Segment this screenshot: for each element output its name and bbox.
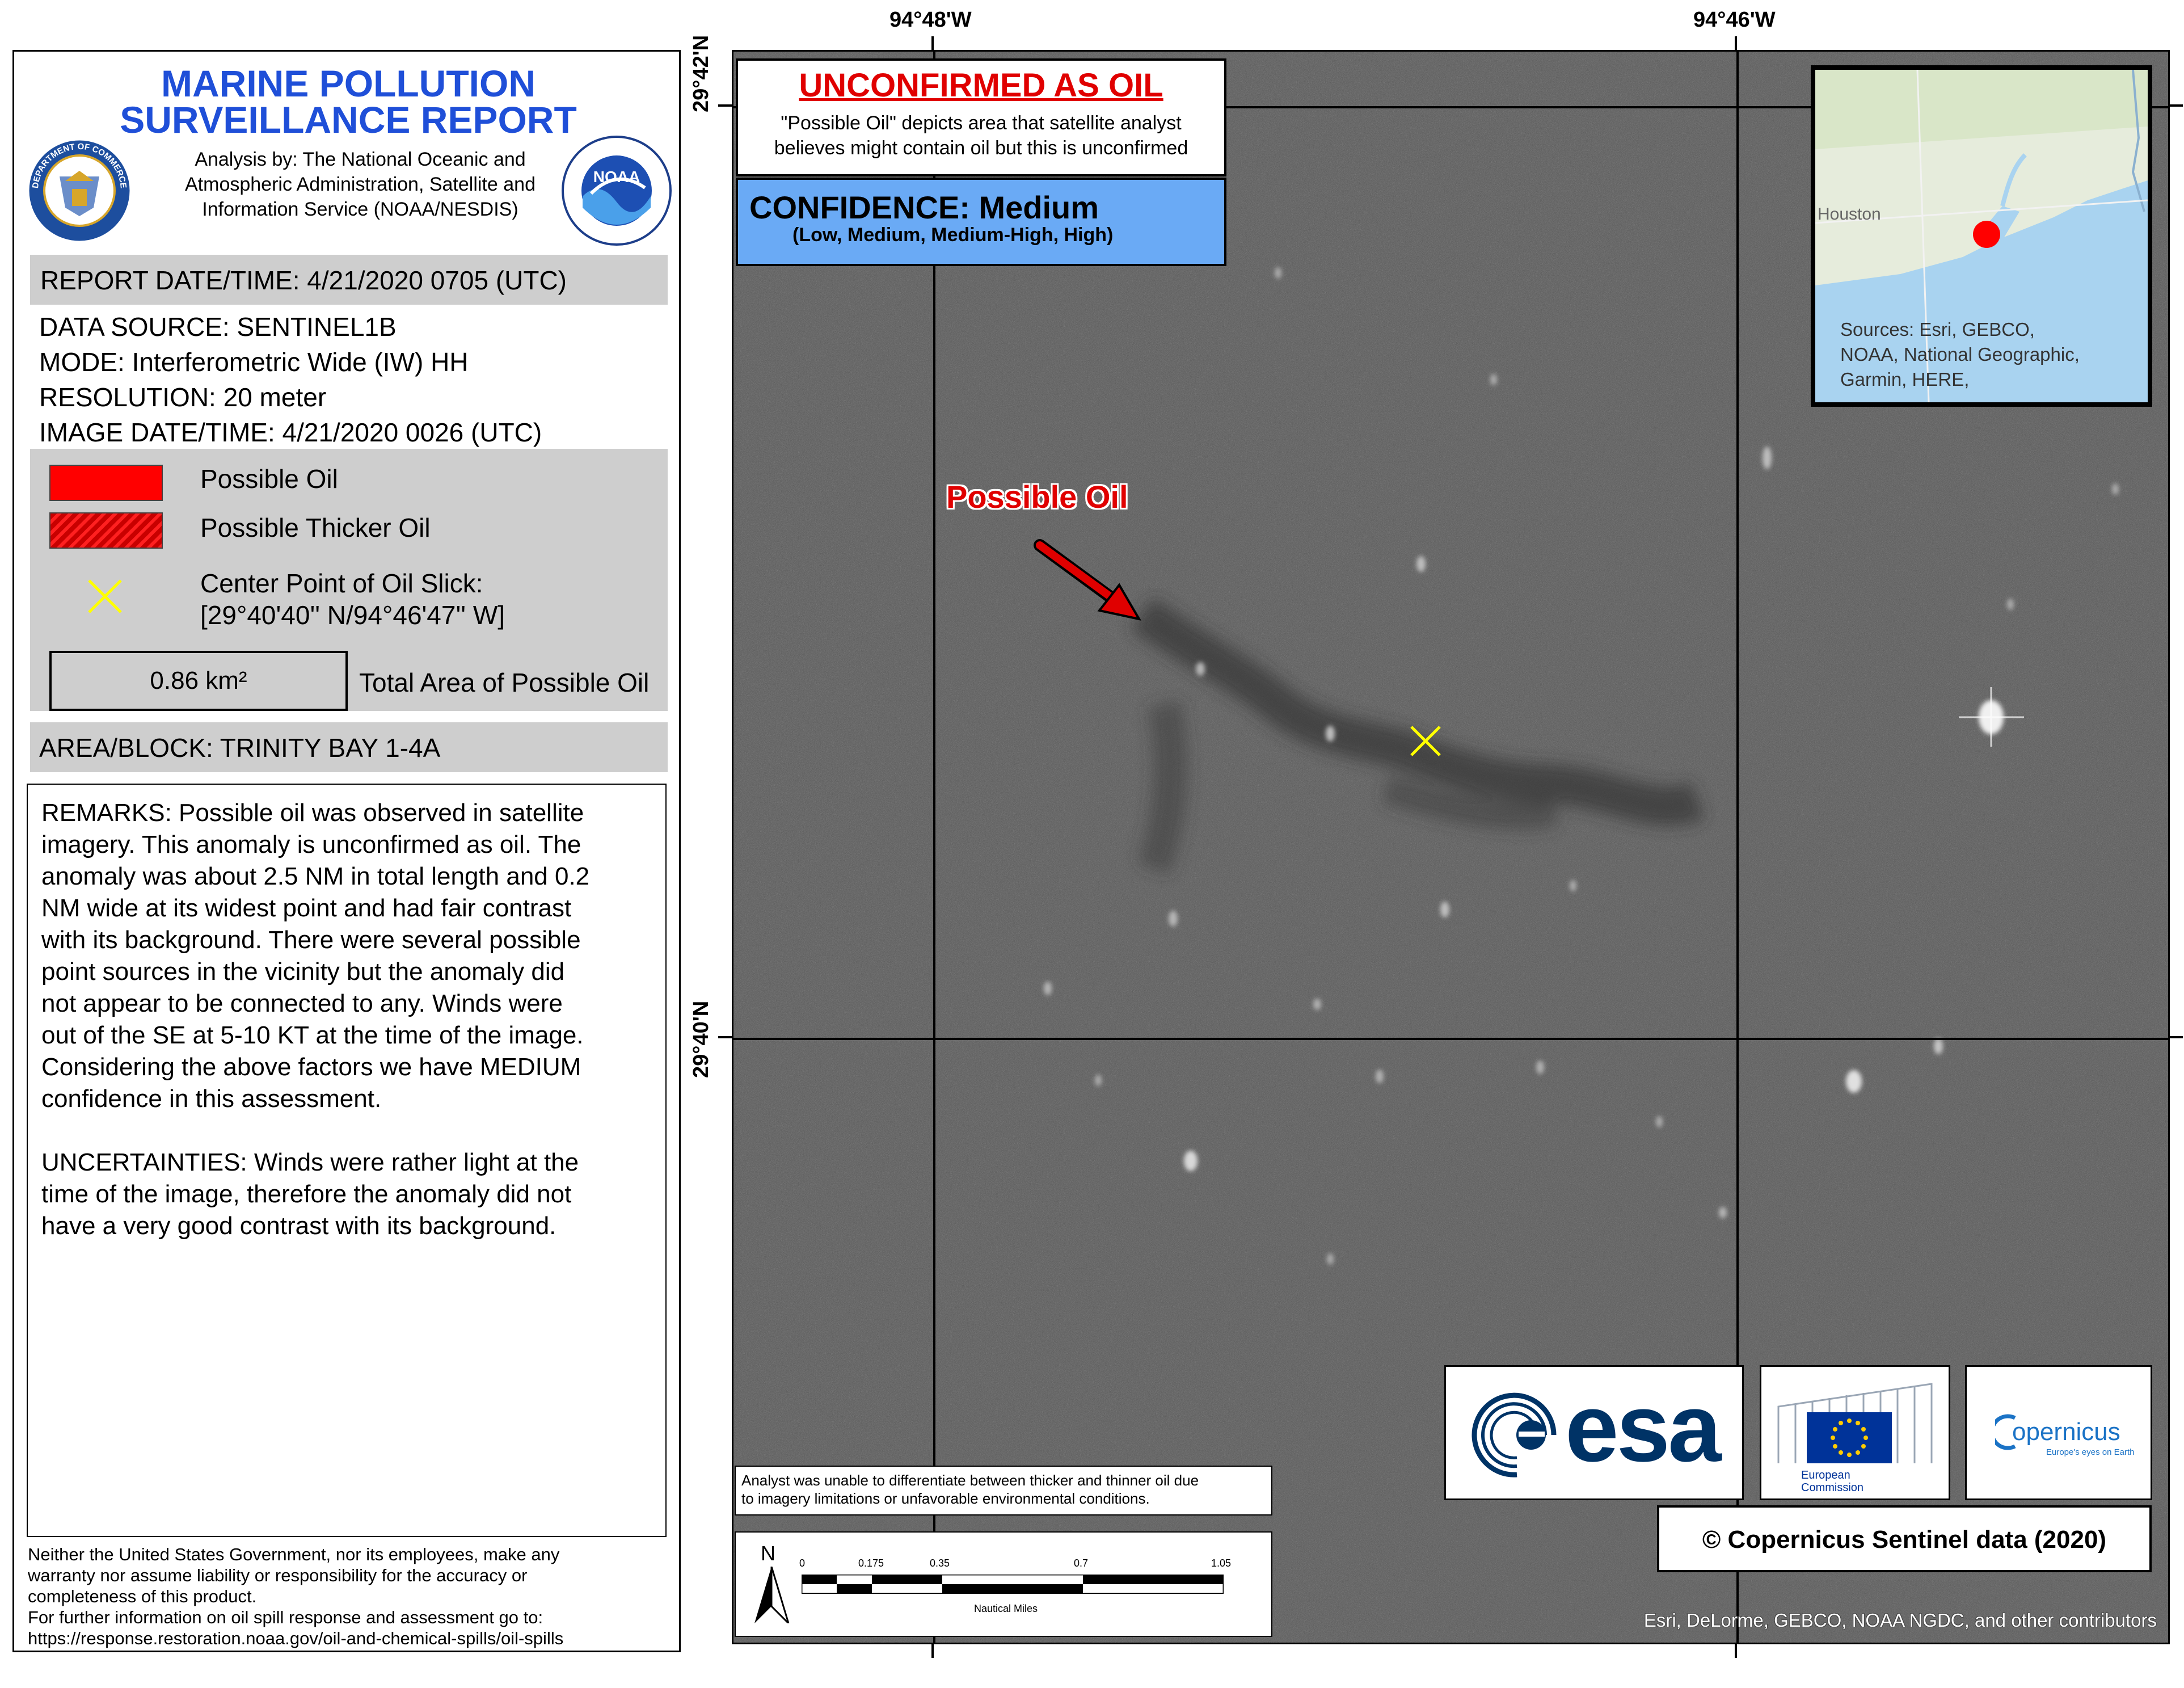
grid-tick [718,104,733,107]
possible-oil-callout: Possible Oil [946,479,1128,515]
grid-tick [2168,104,2183,107]
unconfirmed-title: UNCONFIRMED AS OIL [799,67,1163,104]
ec-wordmark-line: European [1801,1469,1850,1481]
inset-city-label: Houston [1818,205,1881,224]
copernicus-logo [1965,1365,2152,1500]
copernicus-tagline: Europe's eyes on Earth [2046,1447,2135,1457]
scale-unit: Nautical Miles [974,1603,1038,1614]
remarks-line: NM wide at its widest point and had fair contrast [41,894,572,922]
report-datetime: REPORT DATE/TIME: 4/21/2020 0705 (UTC) [40,266,567,295]
longitude-label-1: 94°48'W [889,8,972,32]
basemap-credits: Esri, DeLorme, GEBCO, NOAA NGDC, and other contributors [1643,1610,2157,1631]
department-of-commerce-logo-text [26,137,133,245]
remarks-line: point sources in the vicinity but the anomaly did [41,958,565,986]
ec-wordmark [1801,1469,1863,1494]
analysis-line1: Analysis by: The National Oceanic and [195,149,526,170]
analysis-line2: Atmospheric Administration, Satellite and [185,174,536,195]
remarks-line: confidence in this assessment. [41,1085,382,1113]
ec-building-icon [1773,1373,1937,1469]
remarks-line: REMARKS: Possible oil was observed in satellite [41,799,584,827]
remarks-line: out of the SE at 5-10 KT at the time of the image. [41,1021,584,1049]
resolution: RESOLUTION: 20 meter [39,382,327,412]
report-panel [12,50,681,1652]
possible-thicker-oil-swatch [49,512,163,549]
total-area-label: Total Area of Possible Oil [359,668,650,697]
grid-tick [2168,1036,2183,1038]
legend-box [30,449,668,711]
grid-tick [931,36,934,51]
longitude-label-2: 94°46'W [1693,8,1776,32]
remarks-box [27,784,667,1537]
scale-bar [802,1575,1224,1594]
north-arrow-icon [752,1567,791,1623]
grid-tick [718,1036,733,1038]
european-commission-logo [1760,1365,1950,1500]
uncertainties-line: UNCERTAINTIES: Winds were rather light at the [41,1148,579,1176]
scale-tick: 0.35 [930,1557,950,1569]
center-point-coords: [29°40'40'' N/94°46'47'' W] [200,600,505,630]
esa-wordmark: esa [1565,1374,1719,1482]
remarks-line: with its background. There were several possible [41,926,581,954]
uncertainties-line: time of the image, therefore the anomaly did not [41,1180,572,1208]
possible-oil-swatch [49,465,163,501]
disclaimer-line: completeness of this product. [28,1586,257,1606]
latitude-label-2: 29°40'N [689,1000,713,1078]
inset-locator-map[interactable] [1811,65,2152,407]
inset-location-marker [1973,221,2000,248]
confidence-box [736,178,1226,266]
grid-tick [931,1643,934,1658]
inset-sources-line: Garmin, HERE, [1840,369,1970,390]
north-label: N [761,1542,775,1565]
copyright-box [1657,1505,2152,1572]
analyst-note [735,1466,1272,1516]
copernicus-wordmark: opernicus [2012,1418,2120,1446]
esa-logo [1444,1365,1744,1500]
grid-tick [1735,36,1737,51]
confidence-title: CONFIDENCE: Medium [749,190,1099,225]
analyst-note-line: to imagery limitations or unfavorable environmental conditions. [741,1490,1150,1507]
satellite-map[interactable] [732,50,2170,1644]
copyright: © Copernicus Sentinel data (2020) [1702,1526,2107,1554]
remarks-line: imagery. This anomaly is unconfirmed as oil. The [41,831,581,858]
remarks-line: anomaly was about 2.5 NM in total length and 0.2 [41,862,590,890]
disclaimer [28,1544,563,1649]
area-block-box [30,722,668,772]
scale-tick: 0.7 [1074,1557,1089,1569]
report-datetime-box [30,255,668,305]
scale-tick: 0.175 [858,1557,884,1569]
svg-text:DEPARTMENT OF COMMERCE: DEPARTMENT OF COMMERCE [30,141,128,189]
analysis-line3: Information Service (NOAA/NESDIS) [202,199,518,220]
ec-wordmark-line: Commission [1801,1481,1864,1494]
image-datetime: IMAGE DATE/TIME: 4/21/2020 0026 (UTC) [39,418,542,447]
svg-text:NOAA: NOAA [593,168,640,186]
unconfirmed-line1: "Possible Oil" depicts area that satellite analyst [781,112,1182,134]
inset-sources-line: Sources: Esri, GEBCO, [1840,319,2035,340]
analyst-note-line: Analyst was unable to differentiate between thicker and thinner oil due [741,1472,1199,1489]
scale-tick: 1.05 [1211,1557,1232,1569]
uncertainties-line: have a very good contrast with its background. [41,1212,556,1240]
scale-bar-box [735,1531,1272,1637]
disclaimer-line: warranty nor assume liability or responsibility for the accuracy or [28,1565,528,1585]
report-title-line1: MARINE POLLUTION [161,62,536,104]
noaa-logo [560,134,673,247]
latitude-label-1: 29°42'N [689,35,713,112]
disclaimer-link[interactable]: https://response.restoration.noaa.gov/oil-and-chemical-spills/oil-spills [28,1628,564,1648]
center-point-x-icon [87,578,123,614]
total-area-value: 0.86 km² [150,667,247,694]
area-block: AREA/BLOCK: TRINITY BAY 1-4A [39,733,441,763]
disclaimer-line: Neither the United States Government, nor its employees, make any [28,1544,560,1564]
remarks-line: not appear to be connected to any. Winds were [41,990,563,1017]
scale-tick: 0 [799,1557,806,1569]
total-area-box [49,651,348,711]
remarks-line: Considering the above factors we have MEDIUM [41,1053,581,1081]
report-title-line2: SURVEILLANCE REPORT [120,99,577,141]
data-source: DATA SOURCE: SENTINEL1B [39,312,397,342]
inset-sources-line: NOAA, National Geographic, [1840,344,2080,365]
center-point-label: Center Point of Oil Slick: [200,569,483,598]
unconfirmed-box [736,58,1226,176]
disclaimer-line: For further information on oil spill response and assessment go to: [28,1607,543,1627]
grid-tick [1735,1643,1737,1658]
inset-sources [1840,317,2080,392]
mode: MODE: Interferometric Wide (IW) HH [39,347,469,377]
legend-possible-oil: Possible Oil [200,464,338,494]
esa-swirl-icon [1463,1390,1571,1480]
unconfirmed-line2: believes might contain oil but this is unconfirmed [774,137,1188,159]
confidence-scale: (Low, Medium, Medium-High, High) [792,224,1114,246]
legend-possible-thicker-oil: Possible Thicker Oil [200,513,431,542]
remarks-text [41,797,589,1242]
